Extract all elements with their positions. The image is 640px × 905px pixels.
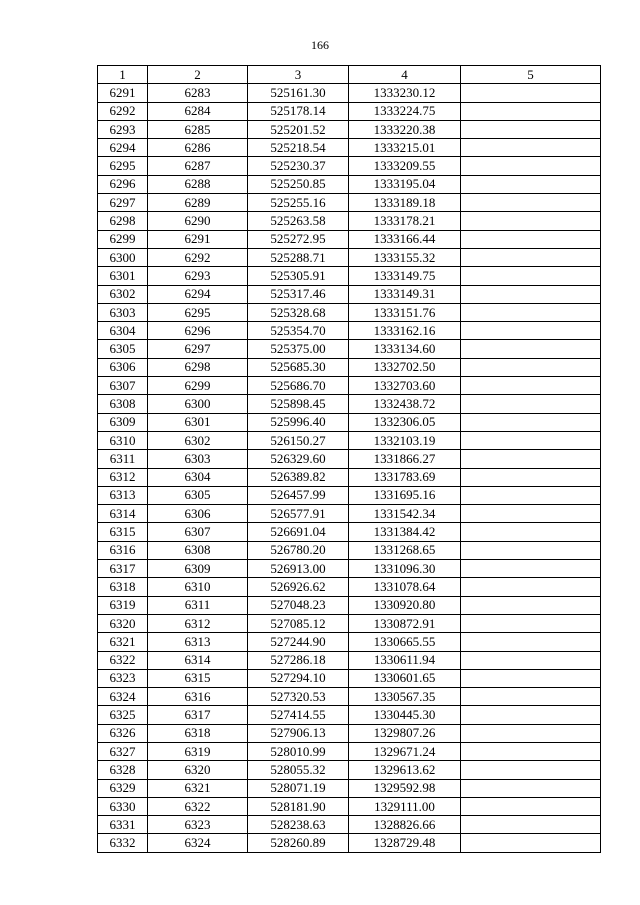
x-coordinate: 525272.95 bbox=[248, 230, 349, 248]
table-row bbox=[98, 834, 601, 852]
x-coordinate: 526329.60 bbox=[248, 450, 349, 468]
y-coordinate: 1330567.35 bbox=[349, 688, 461, 706]
x-coordinate: 525305.91 bbox=[248, 267, 349, 285]
point-number: 6322 bbox=[98, 651, 148, 669]
note-cell bbox=[461, 358, 601, 376]
point-index: 6320 bbox=[148, 761, 248, 779]
note-cell bbox=[461, 724, 601, 742]
column-header: 1 bbox=[98, 66, 148, 84]
note-cell bbox=[461, 614, 601, 632]
y-coordinate: 1332703.60 bbox=[349, 377, 461, 395]
table-row bbox=[98, 779, 601, 797]
point-number: 6310 bbox=[98, 431, 148, 449]
point-index: 6301 bbox=[148, 413, 248, 431]
point-number: 6312 bbox=[98, 468, 148, 486]
point-index: 6305 bbox=[148, 486, 248, 504]
column-header: 3 bbox=[248, 66, 349, 84]
point-index: 6283 bbox=[148, 84, 248, 102]
point-index: 6319 bbox=[148, 742, 248, 760]
point-number: 6327 bbox=[98, 742, 148, 760]
note-cell bbox=[461, 322, 601, 340]
point-index: 6298 bbox=[148, 358, 248, 376]
note-cell bbox=[461, 468, 601, 486]
point-number: 6306 bbox=[98, 358, 148, 376]
point-index: 6304 bbox=[148, 468, 248, 486]
column-header: 5 bbox=[461, 66, 601, 84]
point-number: 6316 bbox=[98, 541, 148, 559]
note-cell bbox=[461, 431, 601, 449]
x-coordinate: 527048.23 bbox=[248, 596, 349, 614]
point-index: 6289 bbox=[148, 194, 248, 212]
table-row bbox=[98, 139, 601, 157]
point-index: 6287 bbox=[148, 157, 248, 175]
y-coordinate: 1329807.26 bbox=[349, 724, 461, 742]
y-coordinate: 1333224.75 bbox=[349, 102, 461, 120]
note-cell bbox=[461, 340, 601, 358]
note-cell bbox=[461, 505, 601, 523]
table-row bbox=[98, 450, 601, 468]
y-coordinate: 1332702.50 bbox=[349, 358, 461, 376]
point-number: 6300 bbox=[98, 248, 148, 266]
note-cell bbox=[461, 139, 601, 157]
table-row bbox=[98, 230, 601, 248]
x-coordinate: 528055.32 bbox=[248, 761, 349, 779]
point-number: 6291 bbox=[98, 84, 148, 102]
x-coordinate: 525354.70 bbox=[248, 322, 349, 340]
y-coordinate: 1333162.16 bbox=[349, 322, 461, 340]
note-cell bbox=[461, 84, 601, 102]
table-row bbox=[98, 175, 601, 193]
x-coordinate: 525996.40 bbox=[248, 413, 349, 431]
point-index: 6306 bbox=[148, 505, 248, 523]
note-cell bbox=[461, 267, 601, 285]
x-coordinate: 525230.37 bbox=[248, 157, 349, 175]
note-cell bbox=[461, 560, 601, 578]
table-row bbox=[98, 377, 601, 395]
point-index: 6323 bbox=[148, 816, 248, 834]
y-coordinate: 1333230.12 bbox=[349, 84, 461, 102]
point-number: 6305 bbox=[98, 340, 148, 358]
y-coordinate: 1332103.19 bbox=[349, 431, 461, 449]
note-cell bbox=[461, 651, 601, 669]
x-coordinate: 528260.89 bbox=[248, 834, 349, 852]
x-coordinate: 526691.04 bbox=[248, 523, 349, 541]
note-cell bbox=[461, 541, 601, 559]
point-number: 6308 bbox=[98, 395, 148, 413]
y-coordinate: 1330445.30 bbox=[349, 706, 461, 724]
point-number: 6324 bbox=[98, 688, 148, 706]
x-coordinate: 525218.54 bbox=[248, 139, 349, 157]
table-row bbox=[98, 248, 601, 266]
table-row bbox=[98, 505, 601, 523]
y-coordinate: 1331866.27 bbox=[349, 450, 461, 468]
point-index: 6318 bbox=[148, 724, 248, 742]
y-coordinate: 1331268.65 bbox=[349, 541, 461, 559]
note-cell bbox=[461, 779, 601, 797]
point-number: 6331 bbox=[98, 816, 148, 834]
point-number: 6330 bbox=[98, 797, 148, 815]
point-number: 6325 bbox=[98, 706, 148, 724]
note-cell bbox=[461, 285, 601, 303]
x-coordinate: 526389.82 bbox=[248, 468, 349, 486]
y-coordinate: 1329592.98 bbox=[349, 779, 461, 797]
point-index: 6324 bbox=[148, 834, 248, 852]
point-index: 6294 bbox=[148, 285, 248, 303]
point-index: 6307 bbox=[148, 523, 248, 541]
y-coordinate: 1330920.80 bbox=[349, 596, 461, 614]
table-row bbox=[98, 706, 601, 724]
x-coordinate: 528238.63 bbox=[248, 816, 349, 834]
point-number: 6303 bbox=[98, 303, 148, 321]
x-coordinate: 525686.70 bbox=[248, 377, 349, 395]
y-coordinate: 1332438.72 bbox=[349, 395, 461, 413]
y-coordinate: 1333220.38 bbox=[349, 120, 461, 138]
point-index: 6309 bbox=[148, 560, 248, 578]
point-number: 6323 bbox=[98, 669, 148, 687]
table-row bbox=[98, 102, 601, 120]
table-row bbox=[98, 797, 601, 815]
table-row bbox=[98, 541, 601, 559]
point-index: 6292 bbox=[148, 248, 248, 266]
x-coordinate: 527085.12 bbox=[248, 614, 349, 632]
y-coordinate: 1333149.31 bbox=[349, 285, 461, 303]
point-number: 6301 bbox=[98, 267, 148, 285]
y-coordinate: 1333166.44 bbox=[349, 230, 461, 248]
point-number: 6321 bbox=[98, 633, 148, 651]
x-coordinate: 525328.68 bbox=[248, 303, 349, 321]
table-row bbox=[98, 84, 601, 102]
point-index: 6288 bbox=[148, 175, 248, 193]
point-number: 6320 bbox=[98, 614, 148, 632]
x-coordinate: 527294.10 bbox=[248, 669, 349, 687]
x-coordinate: 525161.30 bbox=[248, 84, 349, 102]
y-coordinate: 1329111.00 bbox=[349, 797, 461, 815]
point-index: 6300 bbox=[148, 395, 248, 413]
table-row bbox=[98, 358, 601, 376]
table-row bbox=[98, 194, 601, 212]
point-index: 6285 bbox=[148, 120, 248, 138]
point-number: 6326 bbox=[98, 724, 148, 742]
note-cell bbox=[461, 816, 601, 834]
y-coordinate: 1331695.16 bbox=[349, 486, 461, 504]
table-row bbox=[98, 212, 601, 230]
y-coordinate: 1332306.05 bbox=[349, 413, 461, 431]
x-coordinate: 527906.13 bbox=[248, 724, 349, 742]
note-cell bbox=[461, 669, 601, 687]
x-coordinate: 528010.99 bbox=[248, 742, 349, 760]
x-coordinate: 527320.53 bbox=[248, 688, 349, 706]
point-index: 6295 bbox=[148, 303, 248, 321]
y-coordinate: 1329613.62 bbox=[349, 761, 461, 779]
y-coordinate: 1333189.18 bbox=[349, 194, 461, 212]
y-coordinate: 1333149.75 bbox=[349, 267, 461, 285]
point-number: 6315 bbox=[98, 523, 148, 541]
x-coordinate: 525288.71 bbox=[248, 248, 349, 266]
table-row bbox=[98, 468, 601, 486]
x-coordinate: 526150.27 bbox=[248, 431, 349, 449]
x-coordinate: 525375.00 bbox=[248, 340, 349, 358]
y-coordinate: 1331542.34 bbox=[349, 505, 461, 523]
x-coordinate: 525685.30 bbox=[248, 358, 349, 376]
x-coordinate: 526926.62 bbox=[248, 578, 349, 596]
y-coordinate: 1333195.04 bbox=[349, 175, 461, 193]
y-coordinate: 1330611.94 bbox=[349, 651, 461, 669]
x-coordinate: 525263.58 bbox=[248, 212, 349, 230]
table-row bbox=[98, 742, 601, 760]
table-row bbox=[98, 267, 601, 285]
point-number: 6311 bbox=[98, 450, 148, 468]
table-row bbox=[98, 688, 601, 706]
point-number: 6307 bbox=[98, 377, 148, 395]
y-coordinate: 1333178.21 bbox=[349, 212, 461, 230]
note-cell bbox=[461, 596, 601, 614]
point-number: 6294 bbox=[98, 139, 148, 157]
point-index: 6297 bbox=[148, 340, 248, 358]
point-index: 6313 bbox=[148, 633, 248, 651]
point-number: 6332 bbox=[98, 834, 148, 852]
point-number: 6297 bbox=[98, 194, 148, 212]
point-index: 6286 bbox=[148, 139, 248, 157]
point-number: 6329 bbox=[98, 779, 148, 797]
point-number: 6299 bbox=[98, 230, 148, 248]
table-row bbox=[98, 303, 601, 321]
point-index: 6314 bbox=[148, 651, 248, 669]
note-cell bbox=[461, 248, 601, 266]
point-index: 6315 bbox=[148, 669, 248, 687]
y-coordinate: 1333134.60 bbox=[349, 340, 461, 358]
y-coordinate: 1331384.42 bbox=[349, 523, 461, 541]
note-cell bbox=[461, 578, 601, 596]
note-cell bbox=[461, 175, 601, 193]
point-number: 6319 bbox=[98, 596, 148, 614]
point-number: 6314 bbox=[98, 505, 148, 523]
note-cell bbox=[461, 486, 601, 504]
column-header: 4 bbox=[349, 66, 461, 84]
y-coordinate: 1331096.30 bbox=[349, 560, 461, 578]
y-coordinate: 1328729.48 bbox=[349, 834, 461, 852]
point-index: 6317 bbox=[148, 706, 248, 724]
point-index: 6293 bbox=[148, 267, 248, 285]
x-coordinate: 528071.19 bbox=[248, 779, 349, 797]
table-row bbox=[98, 285, 601, 303]
point-number: 6292 bbox=[98, 102, 148, 120]
table-row bbox=[98, 724, 601, 742]
table-row bbox=[98, 322, 601, 340]
table-header-row bbox=[98, 66, 601, 84]
table-body bbox=[98, 84, 601, 852]
note-cell bbox=[461, 742, 601, 760]
table-row bbox=[98, 596, 601, 614]
point-number: 6304 bbox=[98, 322, 148, 340]
note-cell bbox=[461, 633, 601, 651]
y-coordinate: 1333209.55 bbox=[349, 157, 461, 175]
note-cell bbox=[461, 157, 601, 175]
point-number: 6318 bbox=[98, 578, 148, 596]
table-row bbox=[98, 614, 601, 632]
column-header: 2 bbox=[148, 66, 248, 84]
point-number: 6302 bbox=[98, 285, 148, 303]
point-index: 6321 bbox=[148, 779, 248, 797]
table-row bbox=[98, 413, 601, 431]
point-index: 6312 bbox=[148, 614, 248, 632]
x-coordinate: 525317.46 bbox=[248, 285, 349, 303]
table-row bbox=[98, 486, 601, 504]
point-index: 6299 bbox=[148, 377, 248, 395]
note-cell bbox=[461, 230, 601, 248]
point-index: 6290 bbox=[148, 212, 248, 230]
note-cell bbox=[461, 834, 601, 852]
table-row bbox=[98, 651, 601, 669]
table-row bbox=[98, 431, 601, 449]
y-coordinate: 1333155.32 bbox=[349, 248, 461, 266]
point-number: 6309 bbox=[98, 413, 148, 431]
note-cell bbox=[461, 212, 601, 230]
coordinates-table bbox=[97, 65, 601, 853]
y-coordinate: 1333151.76 bbox=[349, 303, 461, 321]
x-coordinate: 527286.18 bbox=[248, 651, 349, 669]
note-cell bbox=[461, 194, 601, 212]
table-row bbox=[98, 395, 601, 413]
table-row bbox=[98, 633, 601, 651]
point-index: 6302 bbox=[148, 431, 248, 449]
point-index: 6316 bbox=[148, 688, 248, 706]
x-coordinate: 526913.00 bbox=[248, 560, 349, 578]
x-coordinate: 525201.52 bbox=[248, 120, 349, 138]
point-index: 6303 bbox=[148, 450, 248, 468]
y-coordinate: 1331078.64 bbox=[349, 578, 461, 596]
point-index: 6308 bbox=[148, 541, 248, 559]
x-coordinate: 528181.90 bbox=[248, 797, 349, 815]
point-index: 6311 bbox=[148, 596, 248, 614]
note-cell bbox=[461, 688, 601, 706]
point-number: 6313 bbox=[98, 486, 148, 504]
note-cell bbox=[461, 102, 601, 120]
table-row bbox=[98, 340, 601, 358]
table-row bbox=[98, 761, 601, 779]
table-row bbox=[98, 669, 601, 687]
note-cell bbox=[461, 303, 601, 321]
point-number: 6295 bbox=[98, 157, 148, 175]
x-coordinate: 525255.16 bbox=[248, 194, 349, 212]
x-coordinate: 526457.99 bbox=[248, 486, 349, 504]
point-number: 6328 bbox=[98, 761, 148, 779]
point-index: 6310 bbox=[148, 578, 248, 596]
note-cell bbox=[461, 413, 601, 431]
point-number: 6293 bbox=[98, 120, 148, 138]
y-coordinate: 1328826.66 bbox=[349, 816, 461, 834]
x-coordinate: 526577.91 bbox=[248, 505, 349, 523]
point-number: 6296 bbox=[98, 175, 148, 193]
note-cell bbox=[461, 377, 601, 395]
x-coordinate: 525250.85 bbox=[248, 175, 349, 193]
page-number: 166 bbox=[311, 38, 329, 52]
table-row bbox=[98, 523, 601, 541]
point-index: 6291 bbox=[148, 230, 248, 248]
point-index: 6284 bbox=[148, 102, 248, 120]
note-cell bbox=[461, 523, 601, 541]
y-coordinate: 1330872.91 bbox=[349, 614, 461, 632]
x-coordinate: 527414.55 bbox=[248, 706, 349, 724]
table-row bbox=[98, 157, 601, 175]
table-row bbox=[98, 120, 601, 138]
note-cell bbox=[461, 706, 601, 724]
note-cell bbox=[461, 761, 601, 779]
table-row bbox=[98, 816, 601, 834]
point-number: 6298 bbox=[98, 212, 148, 230]
point-index: 6296 bbox=[148, 322, 248, 340]
point-index: 6322 bbox=[148, 797, 248, 815]
y-coordinate: 1330665.55 bbox=[349, 633, 461, 651]
note-cell bbox=[461, 120, 601, 138]
x-coordinate: 526780.20 bbox=[248, 541, 349, 559]
note-cell bbox=[461, 797, 601, 815]
x-coordinate: 525178.14 bbox=[248, 102, 349, 120]
table-row bbox=[98, 578, 601, 596]
note-cell bbox=[461, 395, 601, 413]
y-coordinate: 1331783.69 bbox=[349, 468, 461, 486]
y-coordinate: 1329671.24 bbox=[349, 742, 461, 760]
y-coordinate: 1330601.65 bbox=[349, 669, 461, 687]
x-coordinate: 527244.90 bbox=[248, 633, 349, 651]
note-cell bbox=[461, 450, 601, 468]
table-row bbox=[98, 560, 601, 578]
y-coordinate: 1333215.01 bbox=[349, 139, 461, 157]
point-number: 6317 bbox=[98, 560, 148, 578]
x-coordinate: 525898.45 bbox=[248, 395, 349, 413]
